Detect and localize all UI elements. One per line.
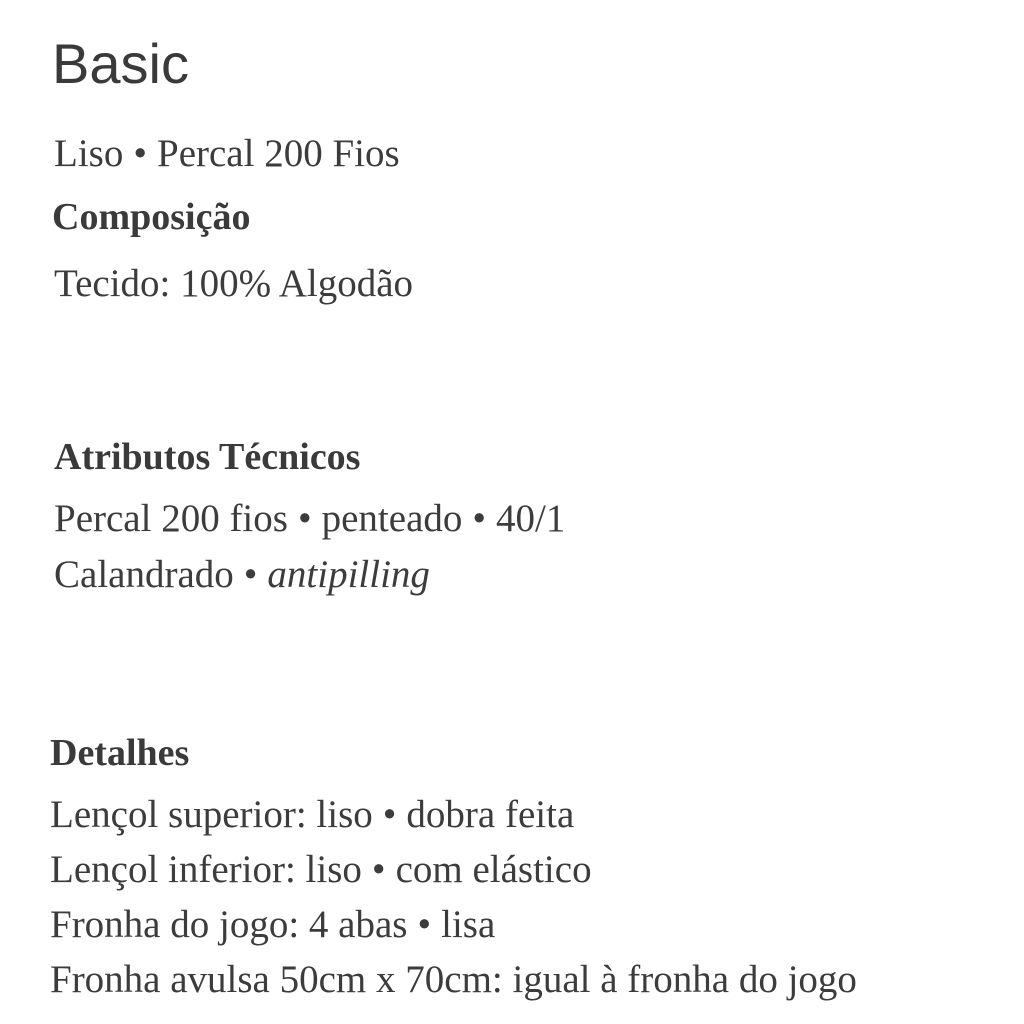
composition-heading: Composição <box>52 196 251 238</box>
bullet-separator: • <box>243 553 258 596</box>
attr-thread-count: Percal 200 fios <box>54 497 288 540</box>
details-line-1 <box>50 795 574 834</box>
details-line-3 <box>50 905 495 944</box>
attr-yarn: 40/1 <box>496 497 566 540</box>
detail-pillowcase: Fronha do jogo: 4 abas <box>50 903 408 946</box>
details-line-4: Fronha avulsa 50cm x 70cm: igual à fronha do jogo <box>50 958 857 1001</box>
bullet-separator: • <box>472 497 487 540</box>
attr-combed: penteado <box>321 497 463 540</box>
bullet-separator: • <box>371 848 386 891</box>
subtitle-finish: Liso <box>54 132 124 175</box>
bullet-separator: • <box>382 793 397 836</box>
technical-attributes-line-2 <box>54 555 430 594</box>
details-line-2 <box>50 850 592 889</box>
bullet-separator: • <box>297 497 312 540</box>
technical-attributes-heading: Atributos Técnicos <box>54 436 361 478</box>
product-subtitle <box>54 134 400 173</box>
detail-fitted-sheet-elastic: com elástico <box>395 848 592 891</box>
composition-text: Tecido: 100% Algodão <box>54 262 414 305</box>
detail-top-sheet-fold: dobra feita <box>406 793 575 836</box>
bullet-separator: • <box>133 132 147 175</box>
subtitle-weave: Percal 200 Fios <box>157 132 400 175</box>
detail-top-sheet: Lençol superior: liso <box>50 793 373 836</box>
attr-antipilling: antipilling <box>267 553 430 596</box>
bullet-separator: • <box>417 903 432 946</box>
details-heading: Detalhes <box>50 732 190 774</box>
detail-fitted-sheet: Lençol inferior: liso <box>50 848 362 891</box>
detail-pillowcase-plain: lisa <box>441 903 496 946</box>
attr-calendered: Calandrado <box>54 553 234 596</box>
technical-attributes-line-1 <box>54 499 565 538</box>
product-title: Basic <box>52 32 189 95</box>
